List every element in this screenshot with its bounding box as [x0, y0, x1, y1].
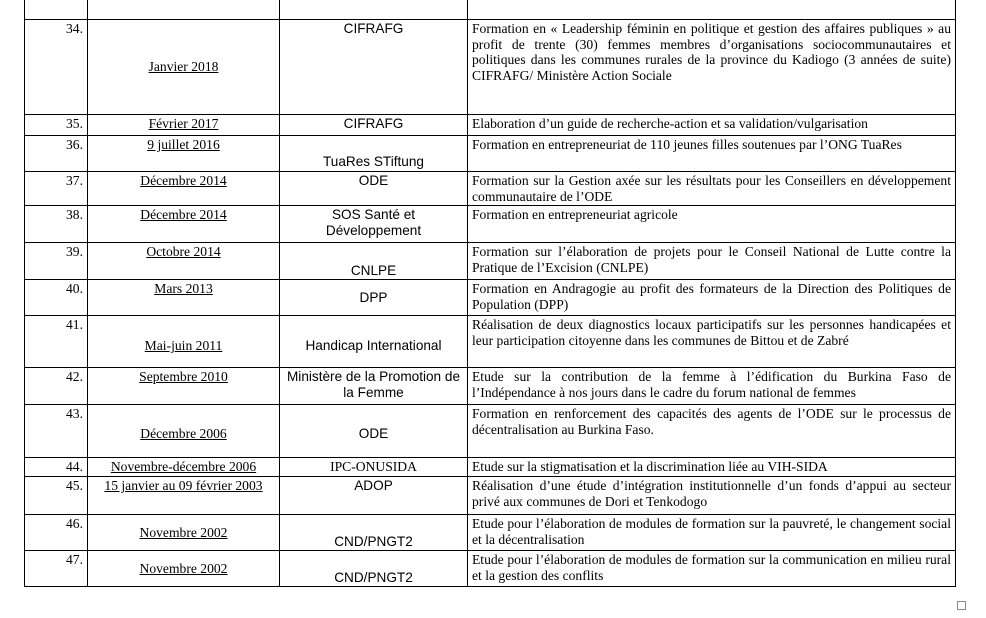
table-row	[25, 458, 956, 477]
date-text: Octobre 2014	[146, 244, 221, 260]
table-row	[25, 368, 956, 405]
date-text: 9 juillet 2016	[147, 137, 220, 152]
row-organization: ODE	[280, 405, 468, 458]
row-date	[88, 136, 280, 172]
table-row	[25, 0, 956, 20]
row-description: Formation sur l’élaboration de projets pour le Conseil National de Lutte contre la Pratique de l’Excision (CNLPE)	[468, 243, 956, 280]
date-text: Novembre 2002	[139, 524, 228, 540]
row-date	[88, 368, 280, 405]
row-description: Etude pour l’élaboration de modules de formation sur la communication en milieu rural et la gestion des conflits	[468, 551, 956, 587]
row-number: 44.	[25, 458, 88, 477]
date-text: Novembre 2002	[139, 560, 228, 576]
row-date	[88, 20, 280, 115]
row-number: 46.	[25, 515, 88, 551]
row-description: Formation en renforcement des capacités des agents de l’ODE sur le processus de décentralisation au Burkina Faso.	[468, 405, 956, 458]
row-number: 40.	[25, 280, 88, 316]
table-row	[25, 280, 956, 316]
row-date	[88, 551, 280, 587]
row-date	[88, 515, 280, 551]
table-row	[25, 206, 956, 243]
row-organization: ODE	[280, 172, 468, 206]
row-number	[25, 0, 88, 20]
row-date	[88, 405, 280, 458]
date-text: Décembre 2014	[140, 173, 227, 188]
row-description: Etude sur la contribution de la femme à l’édification du Burkina Faso de l’Indépendance à nos jours dans le cadre du forum national de femmes	[468, 368, 956, 405]
row-organization: Ministère de la Promotion de la Femme	[280, 368, 468, 405]
row-organization: CND/PNGT2	[280, 515, 468, 551]
row-number: 35.	[25, 115, 88, 136]
row-description: Formation en Andragogie au profit des formateurs de la Direction des Politiques de Population (DPP)	[468, 280, 956, 316]
row-description: Réalisation de deux diagnostics locaux participatifs sur les personnes handicapées et leur participation citoyenne dans les communes de Bittou et de Zabré	[468, 316, 956, 368]
table-row	[25, 115, 956, 136]
date-text: Mars 2013	[154, 281, 213, 297]
row-date	[88, 0, 280, 20]
row-number: 41.	[25, 316, 88, 368]
activities-table	[24, 0, 956, 587]
table-row	[25, 515, 956, 551]
row-number: 38.	[25, 206, 88, 243]
table-row	[25, 405, 956, 458]
table-row	[25, 243, 956, 280]
row-organization	[280, 0, 468, 20]
row-description: Elaboration d’un guide de recherche-action et sa validation/vulgarisation	[468, 115, 956, 136]
row-description: Formation en entrepreneuriat agricole	[468, 206, 956, 243]
row-number: 47.	[25, 551, 88, 587]
row-number: 45.	[25, 477, 88, 515]
table-row	[25, 477, 956, 515]
table-row	[25, 551, 956, 587]
date-text: Septembre 2010	[139, 369, 228, 385]
row-description: Formation en entrepreneuriat de 110 jeunes filles soutenues par l’ONG TuaRes	[468, 136, 956, 172]
row-organization: Handicap International	[280, 316, 468, 368]
row-date	[88, 316, 280, 368]
table-row	[25, 20, 956, 115]
date-text: Février 2017	[148, 116, 219, 131]
row-number: 42.	[25, 368, 88, 405]
date-text: Novembre-décembre 2006	[110, 459, 257, 475]
table-row	[25, 172, 956, 206]
date-text: 15 janvier au 09 février 2003	[104, 478, 263, 494]
date-text: Décembre 2014	[140, 207, 227, 223]
row-organization: CIFRAFG	[280, 20, 468, 115]
row-date	[88, 172, 280, 206]
row-organization: CNLPE	[280, 243, 468, 280]
row-organization: TuaRes STiftung	[280, 136, 468, 172]
row-organization: DPP	[280, 280, 468, 316]
row-date	[88, 115, 280, 136]
row-date	[88, 206, 280, 243]
row-description: Etude pour l’élaboration de modules de formation sur la pauvreté, le changement social et la décentralisation	[468, 515, 956, 551]
row-number: 36.	[25, 136, 88, 172]
row-date	[88, 280, 280, 316]
date-text: Décembre 2006	[140, 425, 227, 441]
date-text: Mai-juin 2011	[144, 338, 223, 354]
table-row	[25, 316, 956, 368]
row-organization: ADOP	[280, 477, 468, 515]
resize-handle[interactable]	[957, 601, 966, 610]
row-number: 43.	[25, 405, 88, 458]
row-number: 39.	[25, 243, 88, 280]
row-number: 34.	[25, 20, 88, 115]
row-description: Etude sur la stigmatisation et la discrimination liée au VIH-SIDA	[468, 458, 956, 477]
row-description: Réalisation d’une étude d’intégration institutionnelle d’un fonds d’appui au secteur privé aux communes de Dori et Tenkodogo	[468, 477, 956, 515]
row-description: Formation sur la Gestion axée sur les résultats pour les Conseillers en développement communautaire de l’ODE	[468, 172, 956, 206]
row-organization: CIFRAFG	[280, 115, 468, 136]
row-date	[88, 458, 280, 477]
row-organization: IPC-ONUSIDA	[280, 458, 468, 477]
table-row	[25, 136, 956, 172]
row-organization: SOS Santé et Développement	[280, 206, 468, 243]
row-description	[468, 0, 956, 20]
row-date	[88, 243, 280, 280]
row-organization: CND/PNGT2	[280, 551, 468, 587]
row-date	[88, 477, 280, 515]
row-description: Formation en « Leadership féminin en politique et gestion des affaires publiques » au profit de trente (30) femmes membres d’organisations sociocommunautaires et politiques dans les communes rurales de la province du Kadiogo (3 années de suite) CIFRAFG/ Ministère Action Sociale	[468, 20, 956, 115]
date-text: Janvier 2018	[148, 59, 219, 75]
row-number: 37.	[25, 172, 88, 206]
